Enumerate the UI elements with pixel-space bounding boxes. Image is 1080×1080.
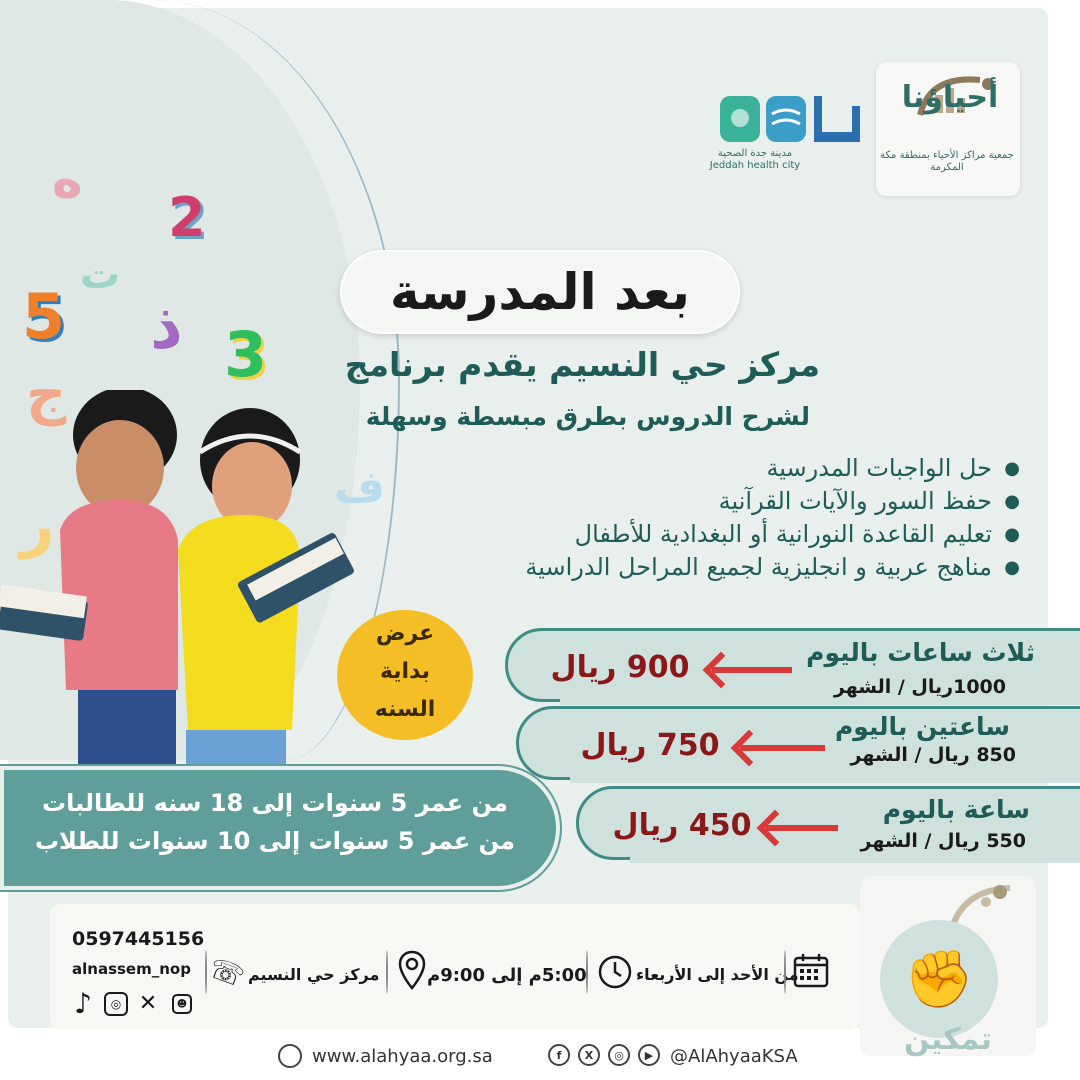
opening-days: من الأحد إلى الأربعاء [636, 965, 799, 984]
bullet-icon: ● [1004, 491, 1020, 512]
clock-icon [597, 954, 633, 990]
plan-old-price: 550 ريال / الشهر [860, 830, 1026, 852]
headline: مركز حي النسيم يقدم برنامج [344, 345, 820, 384]
plan-price: 900 ريال [550, 650, 690, 685]
feature-item [400, 518, 1020, 551]
facebook-icon[interactable]: f [548, 1044, 570, 1066]
age-range-boys: من عمر 5 سنوات إلى 10 سنوات للطلاب [34, 827, 516, 855]
globe-icon [278, 1044, 302, 1068]
offer-badge-line: السنه [374, 697, 436, 722]
arrow-icon [740, 745, 825, 751]
plan-old-price: 1000ريال / الشهر [833, 676, 1006, 698]
phone-number[interactable]: 0597445156 [72, 928, 205, 950]
ahyaa-logo-subtitle: جمعية مراكز الأحياء بمنطقة مكة المكرمة [880, 150, 1014, 173]
bullet-icon: ● [1004, 524, 1020, 545]
feature-text: حل الواجبات المدرسية [766, 454, 992, 482]
decor-letter-jeem: ج [26, 362, 67, 427]
feature-item [400, 485, 1020, 518]
bullet-icon: ● [1004, 458, 1020, 479]
decor-letter-ra: ر [20, 490, 55, 560]
decor-letter-thal: ذ [150, 290, 183, 364]
kids-reading-illustration [0, 390, 380, 770]
x-icon[interactable]: ✕ [138, 990, 158, 1016]
feature-text: مناهج عربية و انجليزية لجميع المراحل الدراسية [525, 553, 992, 581]
plan-price: 450 ريال [612, 808, 752, 843]
feature-text: حفظ السور والآيات القرآنية [718, 487, 992, 515]
plan-old-price: 850 ريال / الشهر [850, 744, 1016, 766]
divider [586, 950, 588, 994]
jeddah-logo-subtitle [700, 148, 810, 172]
arrow-icon [712, 667, 792, 673]
offer-badge-line: بداية [379, 659, 431, 684]
instagram-icon[interactable]: ◎ [608, 1044, 630, 1066]
ahyaa-logo-name: أحياؤنا [901, 80, 999, 115]
bullet-icon: ● [1004, 557, 1020, 578]
x-icon[interactable]: X [578, 1044, 600, 1066]
divider [784, 950, 786, 994]
calendar-icon [792, 952, 830, 990]
plan-name: ثلاث ساعات باليوم [806, 638, 1035, 667]
snapchat-icon[interactable]: ☻ [172, 994, 192, 1014]
subheadline: لشرح الدروس بطرق مبسطة وسهلة [365, 402, 810, 431]
decor-letter-ta: ت [80, 252, 121, 298]
jeddah-logo-english: Jeddah health city [709, 160, 801, 171]
tiktok-icon[interactable]: ♪ [74, 986, 92, 1020]
divider [205, 950, 207, 994]
website-link[interactable]: www.alahyaa.org.sa [312, 1046, 493, 1067]
page-title: بعد المدرسة [390, 263, 690, 321]
offer-badge-text [337, 615, 473, 729]
decor-number-2: 2 [168, 186, 206, 249]
location-pin-icon [398, 950, 426, 990]
social-handle[interactable]: @AlAhyaaKSA [670, 1046, 798, 1067]
feature-item [400, 452, 1020, 485]
feature-item [400, 551, 1020, 584]
decor-letter-ha: ه [52, 150, 83, 210]
age-range-girls: من عمر 5 سنوات إلى 18 سنه للطالبات [42, 789, 508, 817]
center-name: مركز حي النسيم [248, 965, 380, 984]
social-username[interactable]: alnassem_nop [72, 960, 191, 978]
youtube-icon[interactable]: ▶ [638, 1044, 660, 1066]
jeddah-logo-arabic: مدينة جدة الصحية [717, 148, 793, 159]
instagram-icon[interactable]: ◎ [104, 992, 128, 1016]
decor-letter-fa: ف [334, 462, 386, 513]
arrow-icon [766, 825, 838, 831]
tamkeen-logo-text: تمكين [903, 1022, 993, 1057]
jeddah-health-city-logo [718, 88, 862, 152]
decor-number-5: 5 [22, 280, 66, 353]
feature-text: تعليم القاعدة النورانية أو البغدادية للأطفال [574, 520, 992, 548]
age-range-text [20, 784, 530, 860]
features-list [400, 452, 1020, 584]
phone-icon: ☏ [204, 950, 250, 994]
plan-price: 750 ريال [580, 728, 720, 763]
divider [386, 950, 388, 994]
offer-badge-line: عرض [375, 621, 435, 646]
fist-icon: ✊ [880, 920, 998, 1038]
decor-number-3: 3 [224, 318, 268, 391]
plan-name: ساعتين باليوم [834, 712, 1010, 741]
plan-name: ساعة باليوم [882, 795, 1030, 824]
opening-hours: 5:00م إلى 9:00م [427, 965, 587, 986]
